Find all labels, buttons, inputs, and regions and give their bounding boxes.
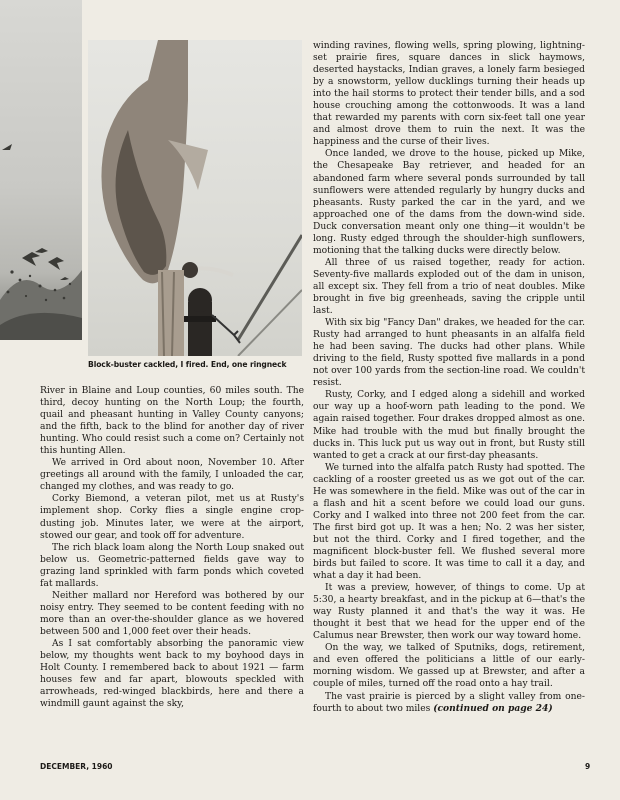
paragraph: Once landed, we drove to the house, picked up Mike, the Chesapeake Bay retriever, and headed for an abandoned farm where several ponds surrounded by tall sunflowers were attended regularly by hungry ducks and pheasants. Rusty parked the car in the yard, and we approached one of the dams from the down-wind side. Duck conversation meant only one thing—it wouldn't be long. Rusty edged through the shoulder-high sunflowers, motioning that the talking ducks were directly below. (313, 149, 585, 256)
paragraph: All three of us raised together, ready for action. Seventy-five mallards exploded out of the dam in unison, all except six. They fell from a trio of neat doubles. Mike brought in five big greenheads, saving the cripple until last. (313, 257, 585, 317)
paragraph: We turned into the alfalfa patch Rusty had spotted. The cackling of a rooster greeted us as we got out of the car. He was somewhere in the field. Mike was out of the car in a flash and hit a scent before we could load our guns. Corky and I walked into three not 200 feet from the car. The first bird got up. It was a hen; No. 2 was her sister, but not the third. Corky and I fired together, and the magnificent block-buster fell. We flushed several more birds but failed to score. It was time to call it a day, and what a day it had been. (313, 462, 585, 582)
paragraph-continued (313, 691, 585, 715)
hanging-pheasant-photo (88, 40, 302, 356)
hanging-pheasant-icon (88, 40, 302, 356)
paragraph: winding ravines, flowing wells, spring plowing, lightning-set prairie fires, square dances in slick haymows, deserted haystacks, Indian graves, a lonely farm besieged by a snowstorm, yellow ducklings turning their heads up into the hail storms to protect their tender bills, and a sod house crouching among the cottonwoods. It was a land that rewarded my parents with corn six-feet tall one year and almost drove them to ruin the next. It was the happiness and the curse of their lives. (313, 41, 585, 148)
paragraph: Rusty, Corky, and I edged along a sidehill and worked our way up a hoof-worn path leading to the pond. We again raised together. Four drakes dropped almost as one. Mike had trouble with the mud but finally brought the ducks in. This luck put us way out in front, but Rusty still wanted to get a crack at our first-day pheasants. (313, 390, 585, 461)
paragraph: We arrived in Ord about noon, November 10. After greetings all around with the family, I unloaded the car, changed my clothes, and was ready to go. (40, 458, 304, 493)
paragraph: It was a preview, however, of things to come. Up at 5:30, a hearty breakfast, and in the pickup at 6—that's the way Rusty planned it and that's the way it was. He thought it best that we head for the upper end of the Calumus near Brewster, then work our way toward home. (313, 583, 585, 642)
paragraph: Neither mallard nor Hereford was bothered by our noisy entry. They seemed to be content feeding with no more than an over-the-shoulder glance as we hovered between 500 and 1,000 feet over their heads. (40, 590, 304, 637)
continued-note: (continued on page 24) (433, 702, 553, 714)
footer-date: DECEMBER, 1960 (40, 762, 113, 771)
paragraph: With six big "Fancy Dan" drakes, we headed for the car. Rusty had arranged to hunt pheasants in an alfalfa field he had been saving. The ducks had other plans. While driving to the field, Rusty spotted five mallards in a pond not over 100 yards from the section-line road. We couldn't resist. (313, 318, 585, 389)
paragraph: Corky Biemond, a veteran pilot, met us at Rusty's implement shop. Corky flies a single engine crop-dusting job. Minutes later, we were at the airport, stowed our gear, and took off for adventure. (40, 494, 304, 541)
photo-caption: Block-buster cackled, I fired. End, one ringneck (88, 360, 287, 369)
article-column-left (40, 385, 304, 710)
paragraph: The rich black loam along the North Loup snaked out below us. Geometric-patterned fields gave way to grazing land sprinkled with farm ponds which coveted fat mallards. (40, 542, 304, 589)
page-number: 9 (585, 762, 591, 771)
paragraph: As I sat comfortably absorbing the panoramic view below, my thoughts went back to my boyhood days in Holt County. I remembered back to about 1921 — farm houses few and far apart, blowouts speckled with arrowheads, red-winged blackbirds, here and there a windmill gaunt against the sky, (40, 638, 304, 710)
article-column-right (313, 40, 585, 715)
paragraph: River in Blaine and Loup counties, 60 miles south. The third, decoy hunting on the North Loup; the fourth, quail and pheasant hunting in Valley County canyons; and the fifth, back to the blind for another day of river hunting. Who could resist such a come on? Certainly not this hunting Allen. (40, 386, 304, 457)
flying-ducks-photo (0, 0, 82, 340)
paragraph: On the way, we talked of Sputniks, dogs, retirement, and even offered the politicians a little of our early-morning wisdom. We gassed up at Brewster, and after a couple of miles, turned off the road onto a hay trail. (313, 643, 585, 690)
paragraph-text: The vast prairie is pierced by a slight valley from one-fourth to about two miles (313, 691, 585, 714)
flying-ducks-icon (0, 0, 82, 340)
